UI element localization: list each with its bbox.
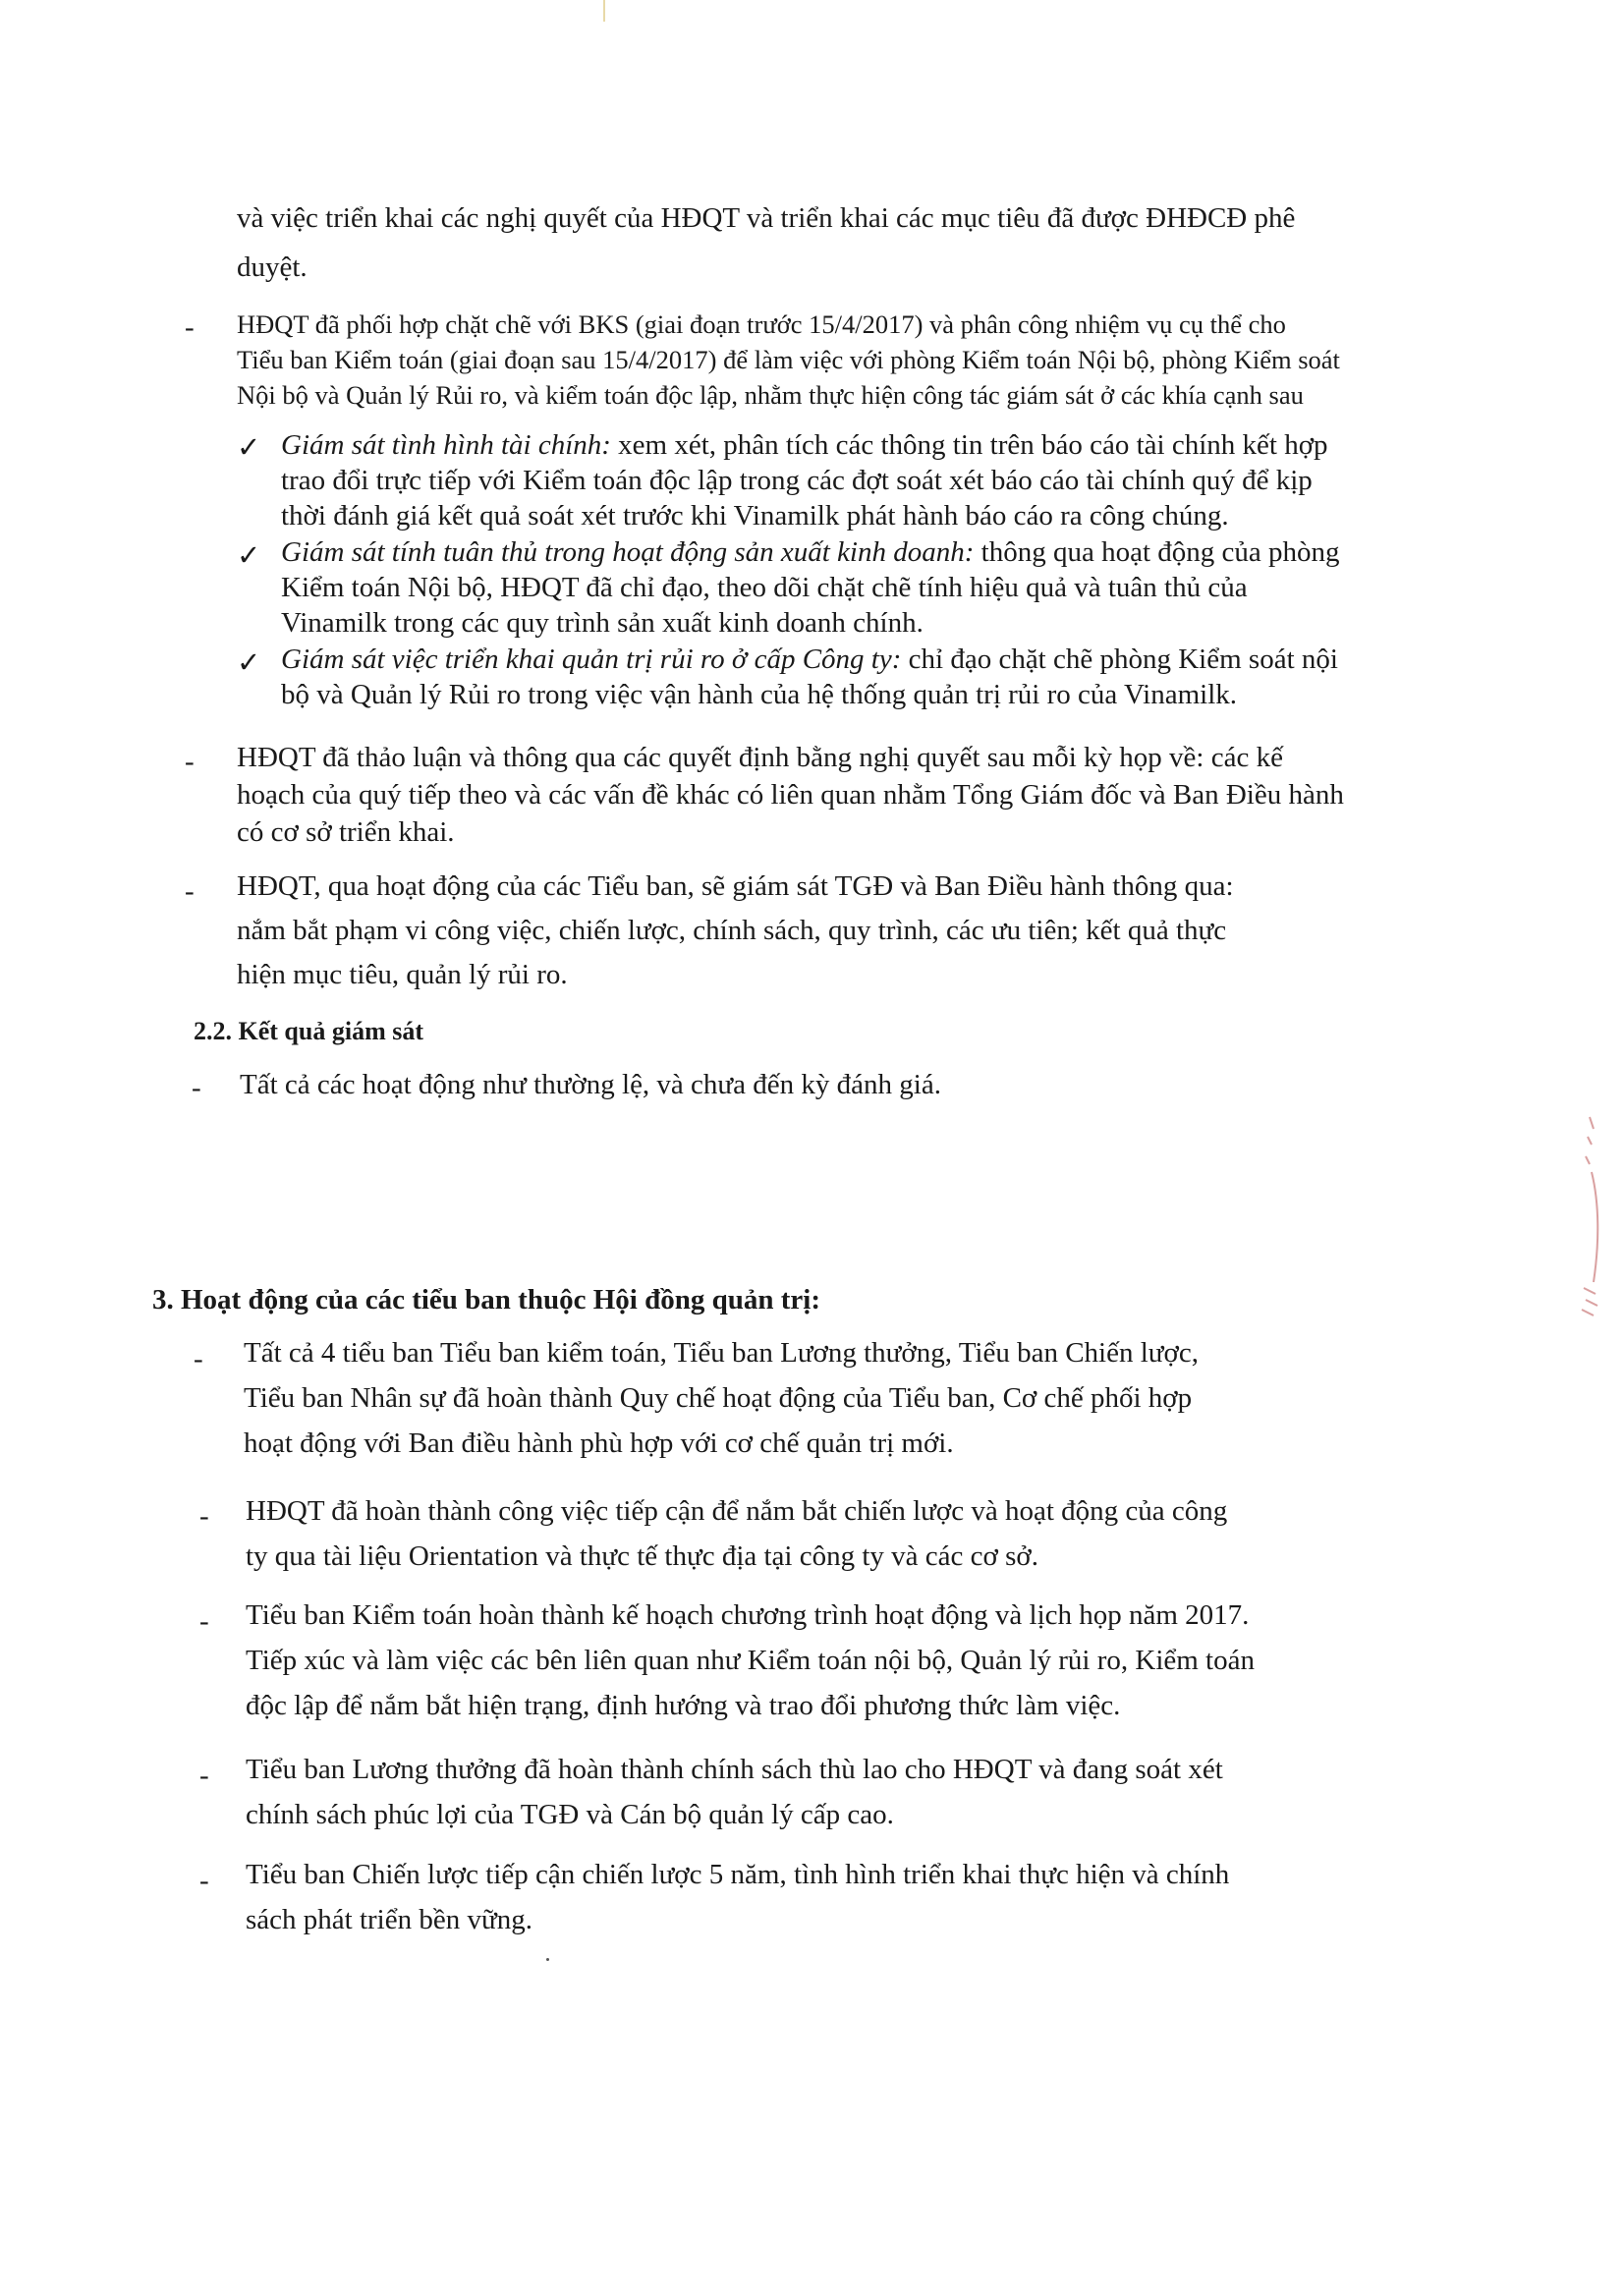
bullet-line: Tiểu ban Lương thưởng đã hoàn thành chính sách thù lao cho HĐQT và đang soát xét	[246, 1754, 1223, 1785]
bullet-line: Tiếp xúc và làm việc các bên liên quan như Kiểm toán nội bộ, Quản lý rủi ro, Kiểm toán	[246, 1645, 1255, 1676]
check-item-line: Vinamilk trong các quy trình sản xuất kinh doanh chính.	[281, 607, 924, 639]
bullet-dash: -	[185, 311, 195, 343]
bullet-line: hoạch của quý tiếp theo và các vấn đề khác có liên quan nhằm Tổng Giám đốc và Ban Điều hành	[237, 779, 1344, 811]
margin-stamp-trace	[1570, 1115, 1609, 1321]
bullet-line: Tất cả 4 tiểu ban Tiểu ban kiểm toán, Tiểu ban Lương thưởng, Tiểu ban Chiến lược,	[244, 1337, 1199, 1369]
check-item-line: bộ và Quản lý Rủi ro trong việc vận hành của hệ thống quản trị rủi ro của Vinamilk.	[281, 679, 1238, 710]
bullet-line: HĐQT, qua hoạt động của các Tiểu ban, sẽ giám sát TGĐ và Ban Điều hành thông qua:	[237, 870, 1234, 902]
bullet-dash: -	[185, 875, 195, 907]
bullet-line: hiện mục tiêu, quản lý rủi ro.	[237, 959, 568, 990]
bullet-line: HĐQT đã thảo luận và thông qua các quyết định bằng nghị quyết sau mỗi kỳ họp về: các kế	[237, 742, 1283, 773]
section-heading: 3. Hoạt động của các tiểu ban thuộc Hội đồng quản trị:	[152, 1284, 820, 1315]
bullet-line: hoạt động với Ban điều hành phù hợp với cơ chế quản trị mới.	[244, 1427, 954, 1459]
bullet-line: có cơ sở triển khai.	[237, 816, 455, 848]
bullet-line: HĐQT đã phối hợp chặt chẽ với BKS (giai đoạn trước 15/4/2017) và phân công nhiệm vụ cụ thể cho	[237, 309, 1286, 339]
check-item-line: thời đánh giá kết quả soát xét trước khi Vinamilk phát hành báo cáo ra công chúng.	[281, 500, 1229, 532]
check-item-title: Giám sát việc triển khai quản trị rủi ro ở cấp Công ty:	[281, 644, 902, 675]
bullet-dash: -	[199, 1605, 209, 1637]
check-icon: ✓	[237, 647, 261, 679]
check-icon: ✓	[237, 432, 261, 464]
bullet-line: Tiểu ban Chiến lược tiếp cận chiến lược 5 năm, tình hình triển khai thực hiện và chính	[246, 1859, 1230, 1890]
bullet-dash: -	[194, 1343, 203, 1374]
check-item-line: Kiểm toán Nội bộ, HĐQT đã chỉ đạo, theo dõi chặt chẽ tính hiệu quả và tuân thủ của	[281, 572, 1248, 603]
bullet-line: HĐQT đã hoàn thành công việc tiếp cận để nắm bắt chiến lược và hoạt động của công	[246, 1495, 1228, 1527]
intro-line: duyệt.	[237, 252, 308, 283]
bullet-line: Tiểu ban Kiểm toán (giai đoạn sau 15/4/2017) để làm việc với phòng Kiểm toán Nội bộ, phòng Kiểm soát	[237, 345, 1340, 374]
bullet-line: ty qua tài liệu Orientation và thực tế thực địa tại công ty và các cơ sở.	[246, 1540, 1038, 1572]
bullet-line: độc lập để nắm bắt hiện trạng, định hướng và trao đổi phương thức làm việc.	[246, 1690, 1121, 1721]
check-item-line: Giám sát tính tuân thủ trong hoạt động sản xuất kinh doanh: thông qua hoạt động của phòng	[281, 536, 1340, 568]
check-item-title: Giám sát tính tuân thủ trong hoạt động sản xuất kinh doanh:	[281, 536, 975, 568]
bullet-line: Tiểu ban Nhân sự đã hoàn thành Quy chế hoạt động của Tiểu ban, Cơ chế phối hợp	[244, 1382, 1193, 1414]
bullet-dash: -	[199, 1500, 209, 1532]
check-icon: ✓	[237, 540, 261, 572]
check-item-line: Giám sát việc triển khai quản trị rủi ro ở cấp Công ty: chỉ đạo chặt chẽ phòng Kiểm soát nội	[281, 644, 1338, 675]
bullet-line: Tất cả các hoạt động như thường lệ, và chưa đến kỳ đánh giá.	[240, 1069, 941, 1100]
bullet-dash: -	[192, 1072, 201, 1103]
bullet-line: Tiểu ban Kiểm toán hoàn thành kế hoạch chương trình hoạt động và lịch họp năm 2017.	[246, 1599, 1250, 1631]
intro-line: và việc triển khai các nghị quyết của HĐQT và triển khai các mục tiêu đã được ĐHĐCĐ phê	[237, 202, 1296, 234]
bullet-line: nắm bắt phạm vi công việc, chiến lược, chính sách, quy trình, các ưu tiên; kết quả thực	[237, 915, 1227, 946]
bullet-line: sách phát triển bền vững.	[246, 1904, 532, 1935]
check-item-line: trao đổi trực tiếp với Kiểm toán độc lập trong các đợt soát xét báo cáo tài chính quý để kịp	[281, 465, 1313, 496]
check-item-title: Giám sát tình hình tài chính:	[281, 429, 611, 461]
bullet-dash: -	[199, 1865, 209, 1896]
bullet-dash: -	[199, 1760, 209, 1791]
section-heading: 2.2. Kết quả giám sát	[194, 1017, 423, 1045]
bullet-line: Nội bộ và Quản lý Rủi ro, và kiểm toán độc lập, nhằm thực hiện công tác giám sát ở các khía cạnh sau	[237, 380, 1304, 410]
scan-mark	[603, 0, 605, 22]
bullet-dash: -	[185, 746, 195, 777]
scan-speck	[546, 1958, 549, 1961]
bullet-line: chính sách phúc lợi của TGĐ và Cán bộ quản lý cấp cao.	[246, 1799, 894, 1830]
check-item-line: Giám sát tình hình tài chính: xem xét, phân tích các thông tin trên báo cáo tài chính kết hợp	[281, 429, 1328, 461]
